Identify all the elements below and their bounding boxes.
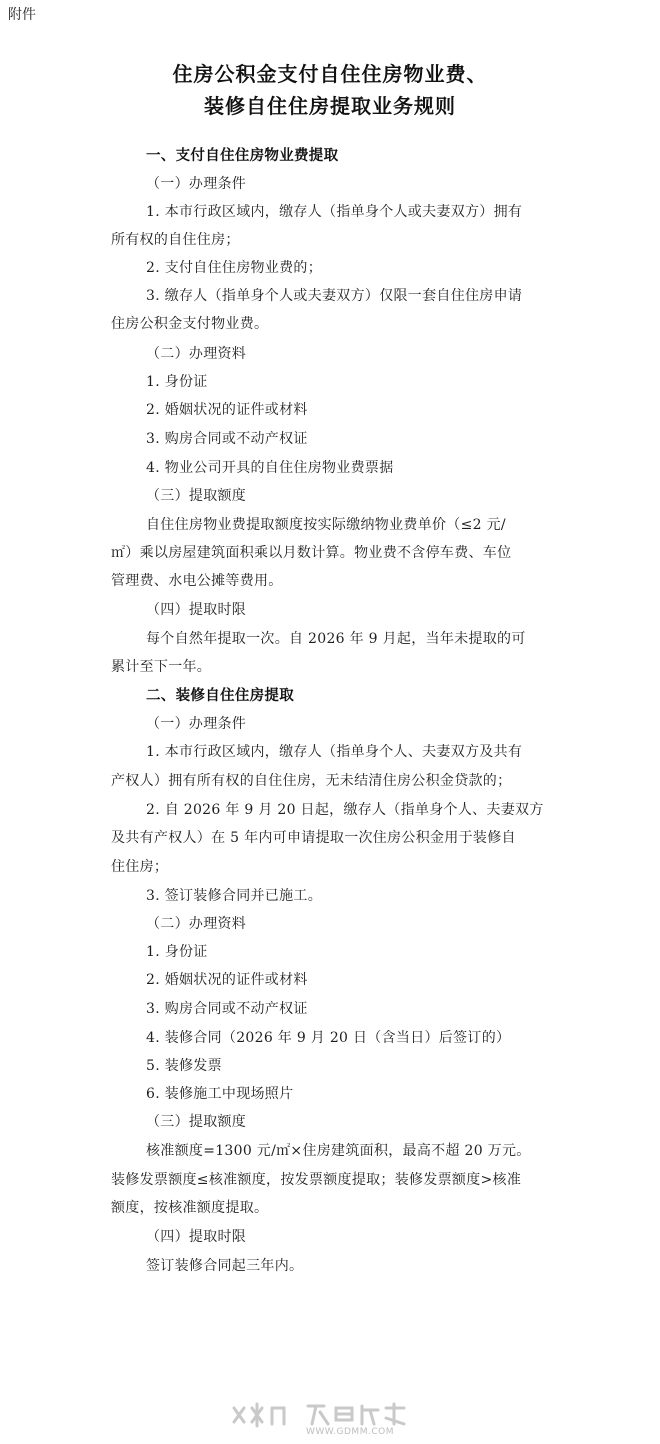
section-2-condition-3: 3. 签订装修合同并已施工。 [146, 888, 323, 904]
document-title-line-2: 装修自住住房提取业务规则 [204, 94, 456, 118]
section-2-amount-line-1: 核准额度=1300 元/㎡×住房建筑面积，最高不超 20 万元。 [146, 1143, 531, 1159]
section-1-material-2: 2. 婚姻状况的证件或材料 [146, 402, 308, 418]
section-1-condition-1-line-1: 1. 本市行政区域内，缴存人（指单身个人或夫妻双方）拥有 [146, 204, 523, 220]
section-1-material-3: 3. 购房合同或不动产权证 [146, 431, 308, 447]
section-2-condition-1-line-1: 1. 本市行政区域内，缴存人（指单身个人、夫妻双方及共有 [146, 744, 523, 760]
section-2-condition-2-line-3: 住住房； [111, 859, 169, 875]
section-2-subheading-amount: （三）提取额度 [146, 1114, 247, 1130]
document-title-line-1: 住房公积金支付自住住房物业费、 [172, 62, 488, 86]
section-2-material-6: 6. 装修施工中现场照片 [146, 1086, 294, 1102]
section-1-amount-line-3: 管理费、水电公摊等费用。 [111, 573, 283, 589]
section-1-subheading-amount: （三）提取额度 [146, 488, 247, 504]
site-watermark [228, 1400, 438, 1440]
section-1-condition-2: 2. 支付自住住房物业费的； [146, 260, 323, 276]
section-1-amount-line-2: ㎡）乘以房屋建筑面积乘以月数计算。物业费不含停车费、车位 [111, 545, 512, 561]
section-1-subheading-time-limit: （四）提取时限 [146, 602, 247, 618]
section-1-heading: 一、支付自住住房物业费提取 [146, 147, 339, 164]
section-1-condition-3-line-1: 3. 缴存人（指单身个人或夫妻双方）仅限一套自住住房申请 [146, 288, 523, 304]
section-2-material-5: 5. 装修发票 [146, 1058, 222, 1074]
section-1-subheading-conditions: （一）办理条件 [146, 176, 247, 192]
section-2-condition-2-line-2: 及共有产权人）在 5 年内可申请提取一次住房公积金用于装修自 [111, 830, 516, 846]
section-1-condition-3-line-2: 住房公积金支付物业费。 [111, 316, 269, 332]
section-1-condition-1-line-2: 所有权的自住住房； [111, 232, 240, 248]
section-2-material-4: 4. 装修合同（2026 年 9 月 20 日（含当日）后签订的） [146, 1030, 511, 1046]
section-2-subheading-time-limit: （四）提取时限 [146, 1229, 247, 1245]
section-2-condition-1-line-2: 产权人）拥有所有权的自住住房，无未结清住房公积金贷款的； [111, 773, 512, 789]
section-2-amount-line-3: 额度，按核准额度提取。 [111, 1200, 269, 1216]
section-1-material-1: 1. 身份证 [146, 374, 208, 390]
section-1-time-limit-line-2: 累计至下一年。 [111, 659, 212, 675]
section-1-amount-line-1: 自住住房物业费提取额度按实际缴纳物业费单价（≤2 元/ [146, 517, 506, 533]
section-1-material-4: 4. 物业公司开具的自住住房物业费票据 [146, 460, 394, 476]
section-2-subheading-conditions: （一）办理条件 [146, 716, 247, 732]
section-2-heading: 二、装修自住住房提取 [146, 687, 294, 704]
section-2-amount-line-2: 装修发票额度≤核准额度，按发票额度提取；装修发票额度>核准 [111, 1172, 522, 1188]
section-2-condition-2-line-1: 2. 自 2026 年 9 月 20 日起，缴存人（指单身个人、夫妻双方 [146, 802, 544, 818]
attachment-label: 附件 [8, 7, 36, 23]
section-2-material-1: 1. 身份证 [146, 944, 208, 960]
watermark-url: WWW.GDMM.COM [306, 1427, 394, 1437]
section-1-time-limit-line-1: 每个自然年提取一次。自 2026 年 9 月起，当年未提取的可 [146, 631, 526, 647]
section-2-material-2: 2. 婚姻状况的证件或材料 [146, 972, 308, 988]
section-2-subheading-materials: （二）办理资料 [146, 916, 247, 932]
section-1-subheading-materials: （二）办理资料 [146, 346, 247, 362]
section-2-material-3: 3. 购房合同或不动产权证 [146, 1001, 308, 1017]
section-2-time-limit-line-1: 签订装修合同起三年内。 [146, 1258, 304, 1274]
